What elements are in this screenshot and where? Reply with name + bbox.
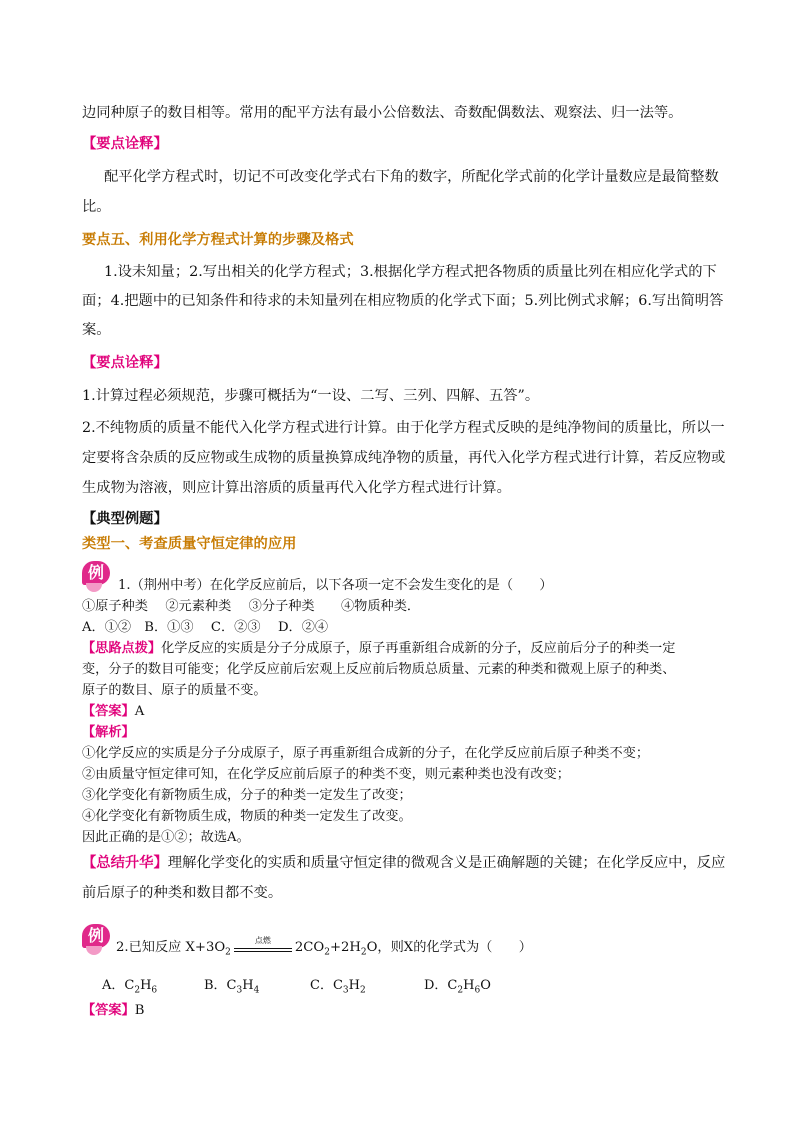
option-a: A．$C_2H_6$ <box>102 978 158 996</box>
hint-line: 【思路点拨】化学反应的实质是分子分成原子，原子再重新组合成新的分子，反应前后分子的种类一定 <box>82 641 676 656</box>
analysis-label: 【解析】 <box>82 725 135 740</box>
text-line: 案。 <box>82 322 111 338</box>
text-line: 因此正确的是①②；故选A。 <box>82 830 250 845</box>
text-line: ①化学反应的实质是分子分成原子，原子再重新组合成新的分子，在化学反应前后原子种类不变； <box>82 746 650 761</box>
answer-line <box>82 702 144 722</box>
option-c: C．$C_3H_2$ <box>310 978 366 996</box>
answer-line <box>82 1001 144 1021</box>
text-line: 1.设未知量；2.写出相关的化学方程式；3.根据化学方程式把各物质的质量比列在相应化学式的下 <box>104 264 717 280</box>
text-line: 面；4.把题中的已知条件和待求的未知量列在相应物质的化学式下面；5.列比例式求解；6.写出简明答 <box>82 293 724 309</box>
text-line: 2.不纯物质的质量不能代入化学方程式进行计算。由于化学方程式反映的是纯净物间的质量比，所以一 <box>82 420 725 436</box>
answer-value: B <box>134 1003 145 1018</box>
text-line: ②由质量守恒定律可知，在化学反应前后原子的种类不变，则元素种类也没有改变； <box>82 767 570 782</box>
option-d: D．$C_2H_6O$ <box>424 978 491 996</box>
question-2-choices <box>82 976 542 996</box>
heading-examples: 【典型例题】 <box>82 511 168 527</box>
question-1: 1.（荆州中考）在化学反应前后，以下各项一定不会发生变化的是（ ） <box>118 578 553 593</box>
question-1-choices: A．①② B．①③ C．②③ D．②④ <box>82 620 329 635</box>
question-1-items: ①原子种类 ②元素种类 ③分子种类 ④物质种类． <box>82 599 421 614</box>
type-heading: 类型一、考查质量守恒定律的应用 <box>82 536 297 552</box>
text-line: 边同种原子的数目相等。常用的配平方法有最小公倍数法、奇数配偶数法、观察法、归一法等。 <box>82 105 683 121</box>
example-badge: 例 <box>82 561 110 585</box>
text-line: 前后原子的种类和数目都不变。 <box>82 885 283 901</box>
answer-label: 【答案】 <box>82 704 135 719</box>
heading-key-points: 【要点诠释】 <box>82 136 168 152</box>
summary-line: 【总结升华】理解化学变化的实质和质量守恒定律的微观含义是正确解题的关键；在化学反应中，反应 <box>82 855 726 871</box>
text-line: 配平化学方程式时，切记不可改变化学式右下角的数字，所配化学式前的化学计量数应是最简整数 <box>104 169 719 185</box>
option-b: B．$C_3H_4$ <box>204 978 260 996</box>
text-line: 生成物为溶液，则应计算出溶质的质量再代入化学方程式进行计算。 <box>82 480 511 496</box>
text-line: 比。 <box>82 199 111 215</box>
text-line: 定要将含杂质的反应物或生成物的质量换算成纯净物的质量，再代入化学方程式进行计算，若反应物或 <box>82 450 726 466</box>
answer-label: 【答案】 <box>82 1003 135 1018</box>
summary-label: 【总结升华】 <box>82 855 168 871</box>
text-line: 变，分子的数目可能变；化学反应前后宏观上反应前后物质总质量、元素的种类和微观上原子的种类、 <box>82 662 676 677</box>
question-2: 2.已知反应 $X+3O_2$ 点燃 $2CO_2+2H_2O$，则X的化学式为（ ） <box>116 935 532 958</box>
example-badge: 例 <box>82 924 110 948</box>
text-line: 1.计算过程必须规范，步骤可概括为“一设、二写、三列、四解、五答”。 <box>82 388 540 404</box>
hint-label: 【思路点拨】 <box>82 641 162 656</box>
answer-value: A <box>134 704 145 719</box>
text-line: ④化学变化有新物质生成，物质的种类一定发生了改变。 <box>82 809 412 824</box>
text-line: ③化学变化有新物质生成，分子的种类一定发生了改变； <box>82 788 412 803</box>
reaction-arrow: 点燃 <box>232 941 294 955</box>
section-heading: 要点五、利用化学方程式计算的步骤及格式 <box>82 232 354 248</box>
heading-key-points: 【要点诠释】 <box>82 355 168 371</box>
text-line: 原子的数目、原子的质量不变。 <box>82 683 267 698</box>
